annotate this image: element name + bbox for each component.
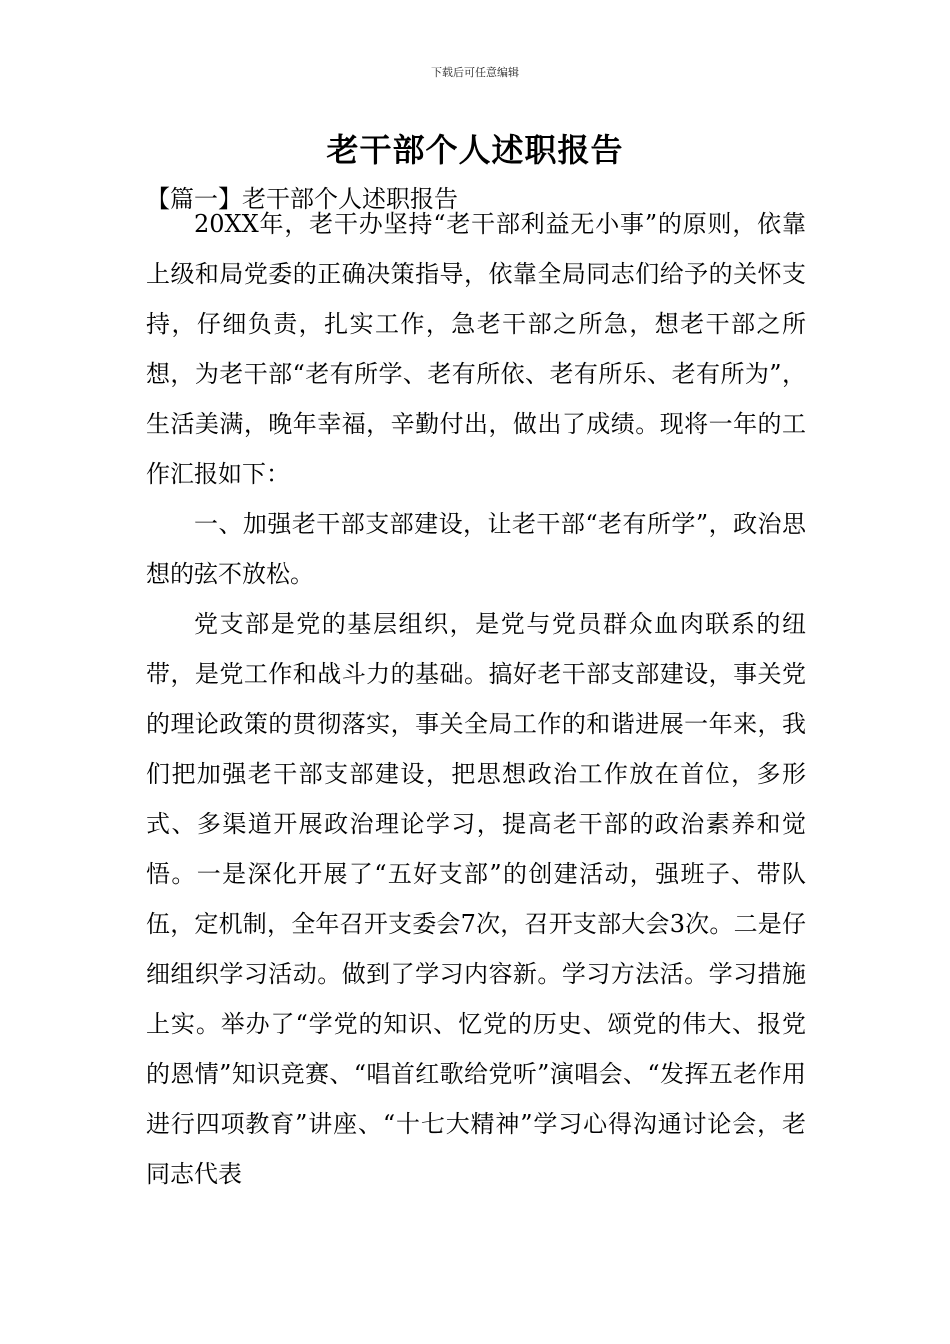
section-heading: 【篇一】老干部个人述职报告: [146, 185, 458, 213]
paragraph: 20XX年，老干办坚持“老干部利益无小事”的原则，依靠上级和局党委的正确决策指导，依靠全局同志们给予的关怀支持，仔细负责，扎实工作，急老干部之所急，想老干部之所想，为老干部“老有所学、老有所依、老有所乐、老有所为”，生活美满，晚年幸福，辛勤付出，做出了成绩。现将一年的工作汇报如下：: [146, 210, 806, 488]
document-title: 老干部个人述职报告: [326, 131, 624, 169]
paragraph: 一、加强老干部支部建设，让老干部“老有所学”，政治思想的弦不放松。: [146, 510, 806, 588]
paragraph: 党支部是党的基层组织，是党与党员群众血肉联系的纽带，是党工作和战斗力的基础。搞好老干部支部建设，事关党的理论政策的贯彻落实，事关全局工作的和谐进展一年来，我们把加强老干部支部建设，把思想政治工作放在首位，多形式、多渠道开展政治理论学习，提高老干部的政治素养和觉悟。一是深化开展了“五好支部”的创建活动，强班子、带队伍，定机制，全年召开支委会7次，召开支部大会3次。二是仔细组织学习活动。做到了学习内容新。学习方法活。学习措施上实。举办了“学党的知识、忆党的历史、颂党的伟大、报党的恩情”知识竞赛、“唱首红歌给党听”演唱会、“发挥五老作用进行四项教育”讲座、“十七大精神”学习心得沟通讨论会，老同志代表: [146, 610, 806, 1188]
document-body: [146, 199, 806, 1199]
page-header-note: 下载后可任意编辑: [431, 66, 519, 79]
